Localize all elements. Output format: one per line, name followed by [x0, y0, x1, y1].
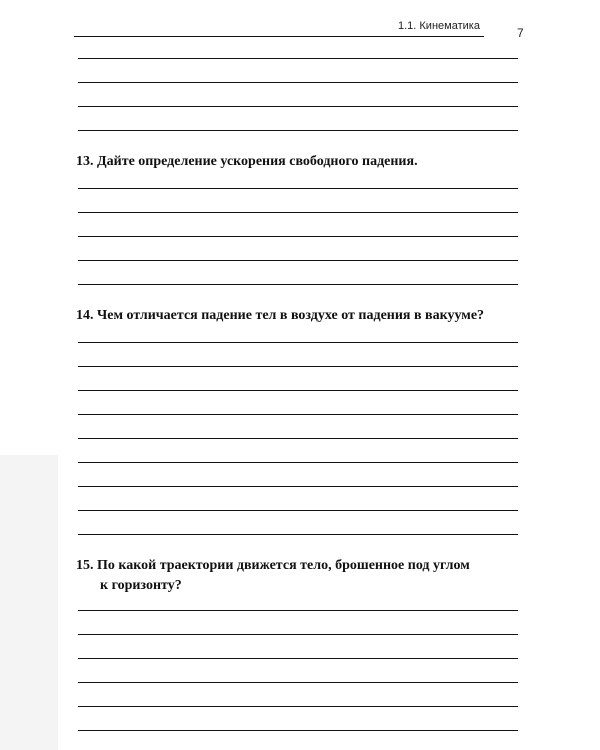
answer-line: [78, 462, 518, 463]
answer-line: [78, 130, 518, 131]
answer-line: [78, 260, 518, 261]
answer-line: [78, 634, 518, 635]
answer-line: [78, 730, 518, 731]
header-rule: [74, 36, 484, 37]
answer-line: [78, 82, 518, 83]
answer-line: [78, 610, 518, 611]
answer-line: [78, 188, 518, 189]
answer-line: [78, 510, 518, 511]
answer-line: [78, 236, 518, 237]
question-14: 14. Чем отличается падение тел в воздухе от падения в вакууме?: [76, 308, 485, 323]
answer-line: [78, 534, 518, 535]
question-15: [76, 556, 470, 596]
answer-line: [78, 706, 518, 707]
answer-line: [78, 486, 518, 487]
answer-line: [78, 414, 518, 415]
answer-line: [78, 366, 518, 367]
answer-line: [78, 58, 518, 59]
section-title: 1.1. Кинематика: [398, 20, 480, 32]
answer-line: [78, 284, 518, 285]
scan-shadow: [0, 455, 58, 750]
question-15-line-1: 15. По какой траектории движется тело, брошенное под углом: [76, 558, 470, 573]
question-13: 13. Дайте определение ускорения свободного падения.: [76, 154, 418, 169]
answer-line: [78, 438, 518, 439]
answer-line: [78, 342, 518, 343]
page-number: 7: [517, 26, 524, 40]
question-15-line-2: к горизонту?: [100, 578, 182, 593]
answer-line: [78, 658, 518, 659]
answer-line: [78, 390, 518, 391]
answer-line: [78, 682, 518, 683]
answer-line: [78, 106, 518, 107]
answer-line: [78, 212, 518, 213]
